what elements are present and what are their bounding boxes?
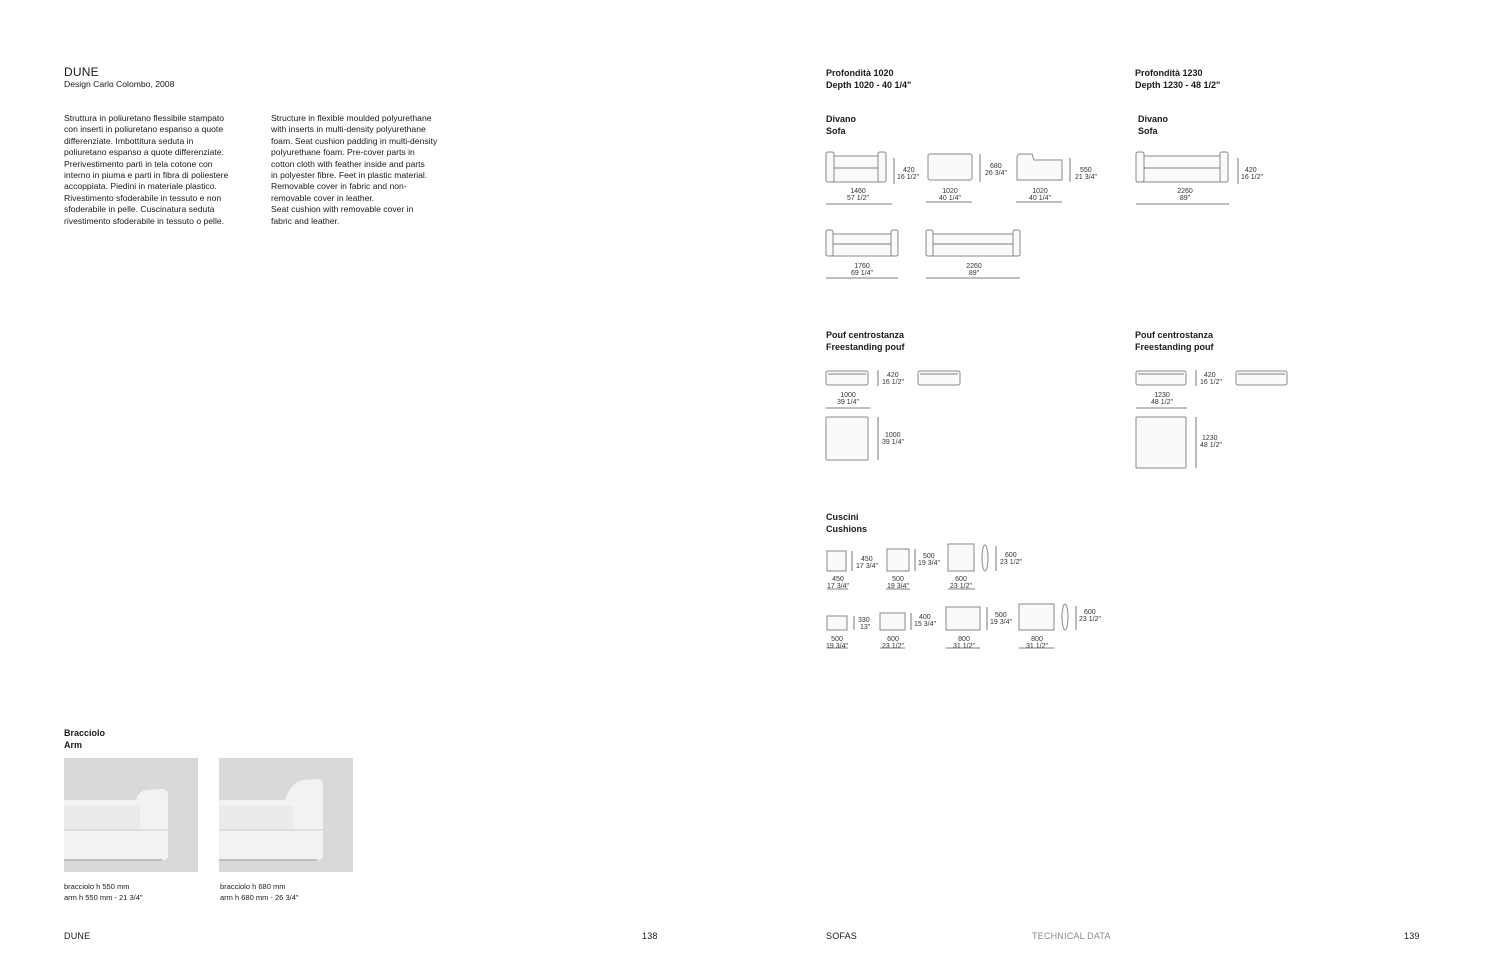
pouf-heading-1230 xyxy=(1135,330,1214,353)
dim-in: 40 1/4" xyxy=(1029,195,1051,203)
heading-it: Cuscini xyxy=(826,512,859,522)
cushion-dim-450-w xyxy=(824,576,852,590)
dim-1230-2260 xyxy=(1163,188,1207,202)
arm-heading-en: Arm xyxy=(64,739,83,750)
caption-en: arm h 680 mm - 26 3/4" xyxy=(220,892,299,902)
caption-en: arm h 550 mm - 21 3/4" xyxy=(64,892,143,902)
heading-it: Divano xyxy=(1138,114,1169,124)
dim-420 xyxy=(897,167,919,181)
desc-line: foam. Seat cushion padding in multi-density xyxy=(271,135,438,146)
cushion-dim-330-h xyxy=(858,617,870,631)
heading-it: Profondità 1230 xyxy=(1135,68,1203,78)
heading-en: Depth 1230 - 48 1/2" xyxy=(1135,79,1221,90)
cushion-dim-500-h2 xyxy=(990,612,1012,626)
dim-in: 13" xyxy=(860,624,871,632)
desc-line: Structure in flexible moulded polyurethane xyxy=(271,113,432,123)
caption-it: bracciolo h 550 mm xyxy=(64,882,130,891)
dim-mm: 1000 xyxy=(840,392,856,399)
dim-mm: 680 xyxy=(990,163,1002,170)
heading-it: Divano xyxy=(826,114,857,124)
cushion-dim-500-w2 xyxy=(823,636,851,650)
desc-line: fabric and leather. xyxy=(271,215,340,226)
footer-page-right: 139 xyxy=(1404,931,1420,941)
dim-mm: 1230 xyxy=(1202,435,1218,442)
heading-en: Sofa xyxy=(1138,125,1158,136)
dim-in: 89" xyxy=(1179,195,1191,203)
dim-in: 31 1/2" xyxy=(1026,643,1048,651)
dim-mm: 450 xyxy=(861,556,873,563)
footer-section: TECHNICAL DATA xyxy=(1032,931,1111,941)
dim-mm: 600 xyxy=(1005,552,1017,559)
dim-mm: 500 xyxy=(831,636,843,643)
dim-in: 16 1/2" xyxy=(1241,174,1263,182)
dim-mm: 1460 xyxy=(850,188,866,195)
dim-mm: 1230 xyxy=(1154,392,1170,399)
dim-mm: 800 xyxy=(958,636,970,643)
dim-in: 19 3/4" xyxy=(826,643,848,651)
pouf-dim-1000-side xyxy=(882,432,904,446)
desc-line: Prerivestimento parti in tela cotone con xyxy=(64,158,213,169)
dim-in: 48 1/2" xyxy=(1151,399,1173,407)
dim-in: 17 3/4" xyxy=(856,563,878,571)
desc-line: Removable cover in fabric and non- xyxy=(271,181,407,192)
dim-in: 89" xyxy=(968,270,980,278)
cushion-dim-600-h2 xyxy=(1079,609,1101,623)
desc-line: Rivestimento sfoderabile in tessuto e non xyxy=(64,192,222,203)
pouf-1230-dim-w xyxy=(1140,392,1184,406)
designer-credit: Design Carlo Colombo, 2008 xyxy=(64,79,175,89)
cushion-dim-600-w xyxy=(947,576,975,590)
dim-in: 69 1/4" xyxy=(851,270,873,278)
dim-1020-b xyxy=(1018,188,1062,202)
dim-in: 23 1/2" xyxy=(882,643,904,651)
arm-heading xyxy=(64,728,105,751)
desc-line: cotton cloth with feather inside and parts xyxy=(271,158,425,169)
dim-mm: 600 xyxy=(955,576,967,583)
desc-line: Struttura in poliuretano flessibile stampato xyxy=(64,113,225,123)
dim-mm: 420 xyxy=(1204,372,1216,379)
dim-1230-420 xyxy=(1241,167,1263,181)
dim-in: 21 3/4" xyxy=(1075,174,1097,182)
dim-in: 19 3/4" xyxy=(990,619,1012,627)
dim-mm: 2260 xyxy=(1177,188,1193,195)
footer-page-left: 138 xyxy=(642,931,658,941)
heading-en: Freestanding pouf xyxy=(826,341,905,352)
dim-in: 17 3/4" xyxy=(827,583,849,591)
heading-it: Pouf centrostanza xyxy=(826,330,905,340)
cushion-dim-600-w2 xyxy=(879,636,907,650)
desc-line: polyurethane foam. Pre-cover parts in xyxy=(271,147,415,158)
dim-mm: 400 xyxy=(919,614,931,621)
dim-mm: 420 xyxy=(1245,167,1257,174)
arm-photo-high xyxy=(219,758,353,872)
heading-it: Pouf centrostanza xyxy=(1135,330,1214,340)
dim-1760 xyxy=(840,263,884,277)
footer-product-name: DUNE xyxy=(64,931,91,941)
dim-mm: 600 xyxy=(887,636,899,643)
dim-in: 26 3/4" xyxy=(985,170,1007,178)
heading-en: Sofa xyxy=(826,125,846,136)
dim-in: 23 1/2" xyxy=(1079,616,1101,624)
dim-mm: 420 xyxy=(903,167,915,174)
dim-680 xyxy=(985,163,1007,177)
cushion-dim-500-w xyxy=(884,576,912,590)
cushion-dim-450-h xyxy=(856,556,878,570)
dim-in: 23 1/2" xyxy=(950,583,972,591)
heading-en: Freestanding pouf xyxy=(1135,341,1214,352)
dim-mm: 500 xyxy=(923,553,935,560)
depth-1020-heading xyxy=(826,68,911,91)
dim-in: 15 3/4" xyxy=(914,621,936,629)
desc-line: sfoderabile in pelle. Cuscinatura seduta xyxy=(64,204,215,215)
pouf-1230-dim-420 xyxy=(1200,372,1222,386)
dim-mm: 450 xyxy=(832,576,844,583)
dim-in: 57 1/2" xyxy=(847,195,869,203)
dim-mm: 500 xyxy=(892,576,904,583)
cushion-dim-800-w2 xyxy=(1023,636,1051,650)
dim-mm: 420 xyxy=(887,372,899,379)
dim-1460 xyxy=(836,188,880,202)
desc-line: Seat cushion with removable cover in xyxy=(271,204,414,215)
product-title: DUNE xyxy=(64,65,99,79)
arm-caption-high xyxy=(220,882,299,903)
dim-1020-a xyxy=(928,188,972,202)
desc-line: in polyester fibre. Feet in plastic material. xyxy=(271,170,428,181)
sofa-heading xyxy=(826,114,856,137)
pouf-dim-420 xyxy=(882,372,904,386)
footer-category: SOFAS xyxy=(826,931,858,941)
arm-heading-it: Bracciolo xyxy=(64,728,106,738)
depth-1230-heading xyxy=(1135,68,1220,91)
cushion-dim-400-h xyxy=(914,614,936,628)
dim-mm: 600 xyxy=(1084,609,1096,616)
heading-it: Profondità 1020 xyxy=(826,68,894,78)
cushion-dim-600-h xyxy=(1000,552,1022,566)
dim-in: 39 1/4" xyxy=(882,439,904,447)
dim-mm: 800 xyxy=(1031,636,1043,643)
desc-line: interno in piuma e parti in fibra di poliestere xyxy=(64,170,229,181)
dim-550 xyxy=(1075,167,1097,181)
dim-in: 23 1/2" xyxy=(1000,559,1022,567)
cushions-heading xyxy=(826,512,867,535)
dim-mm: 1020 xyxy=(942,188,958,195)
sofa-heading-1230 xyxy=(1138,114,1168,137)
desc-line: poliuretano espanso a quote differenziate. xyxy=(64,147,224,158)
dim-mm: 1020 xyxy=(1032,188,1048,195)
caption-it: bracciolo h 680 mm xyxy=(220,882,286,891)
arm-photo-low xyxy=(64,758,198,872)
dim-mm: 550 xyxy=(1080,167,1092,174)
desc-line: con inserti in poliuretano espanso a quote xyxy=(64,124,224,135)
dim-2260 xyxy=(952,263,996,277)
cushion-dim-800-w xyxy=(950,636,978,650)
desc-line: accoppiata. Piedini in materiale plastico. xyxy=(64,181,217,192)
heading-en: Cushions xyxy=(826,523,868,534)
dim-in: 31 1/2" xyxy=(953,643,975,651)
cushion-dim-500-h xyxy=(918,553,940,567)
dim-in: 16 1/2" xyxy=(897,174,919,182)
dim-in: 19 3/4" xyxy=(918,560,940,568)
dim-mm: 2260 xyxy=(966,263,982,270)
pouf-dim-1000 xyxy=(826,392,870,406)
dim-mm: 500 xyxy=(995,612,1007,619)
arm-caption-low xyxy=(64,882,143,903)
dim-in: 39 1/4" xyxy=(837,399,859,407)
pouf-heading xyxy=(826,330,905,353)
heading-en: Depth 1020 - 40 1/4" xyxy=(826,79,912,90)
dim-mm: 1760 xyxy=(854,263,870,270)
dim-in: 16 1/2" xyxy=(882,379,904,387)
pouf-1230-dim-side xyxy=(1200,435,1222,449)
desc-line: removable cover in leather. xyxy=(271,192,375,203)
dim-in: 19 3/4" xyxy=(887,583,909,591)
desc-line: with inserts in multi-density polyurethane xyxy=(271,124,426,135)
desc-line: differenziate. Imbottitura seduta in xyxy=(64,135,194,146)
description-english xyxy=(271,113,471,227)
dim-in: 48 1/2" xyxy=(1200,442,1222,450)
dim-mm: 1000 xyxy=(885,432,901,439)
dim-mm: 330 xyxy=(858,617,870,624)
desc-line: rivestimento sfoderabile in tessuto o pelle. xyxy=(64,215,225,226)
dim-in: 16 1/2" xyxy=(1200,379,1222,387)
dim-in: 40 1/4" xyxy=(939,195,961,203)
description-italian xyxy=(64,113,264,227)
